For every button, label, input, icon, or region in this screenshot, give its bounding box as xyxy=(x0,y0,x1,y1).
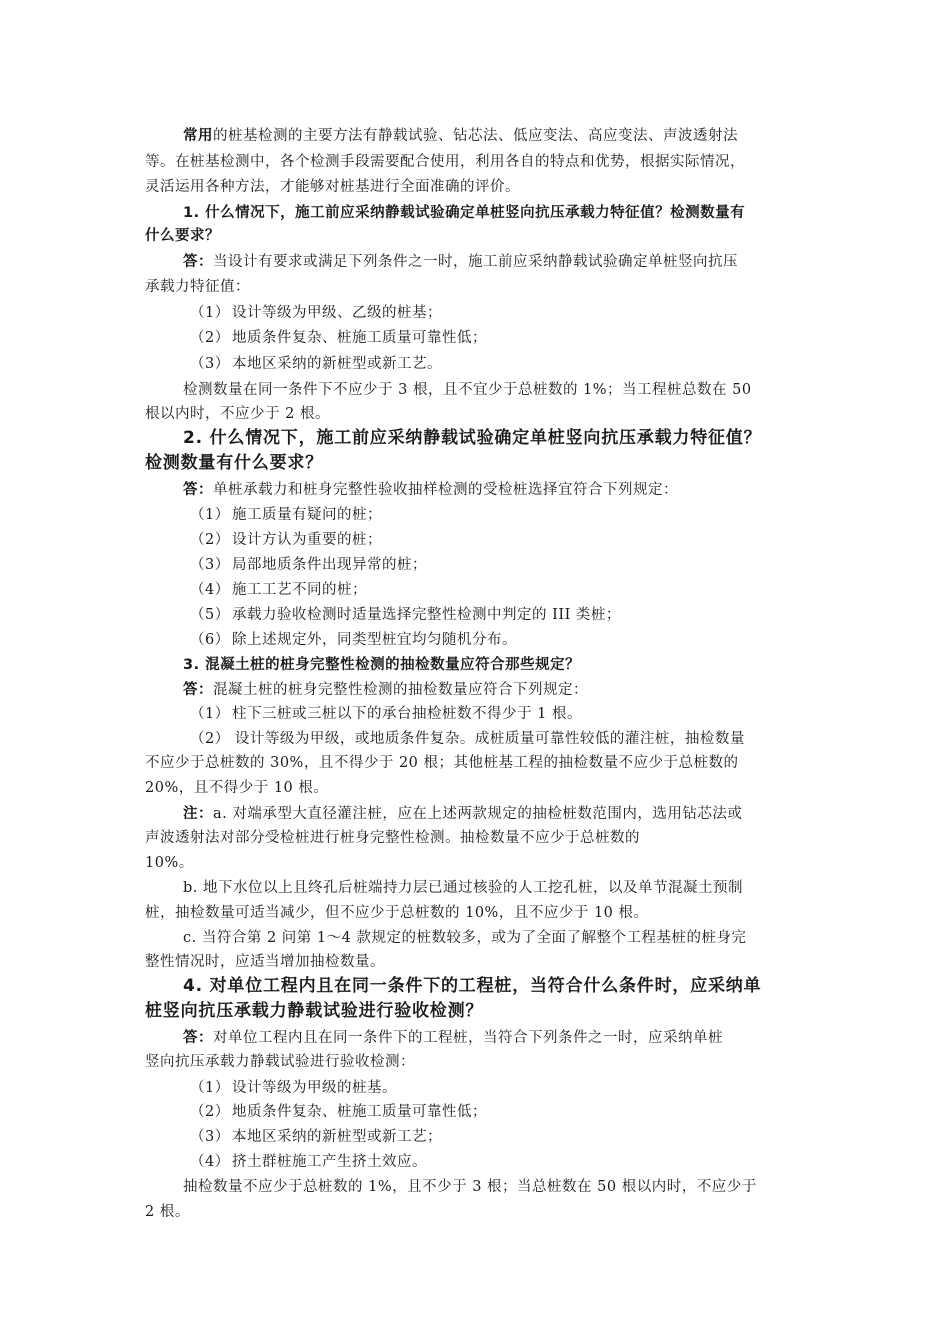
question-1-answer: 答：当设计有要求或满足下列条件之一时，施工前应采纳静载试验确定单桩竖向抗压 xyxy=(183,253,738,270)
question-4-title-cont: 桩竖向抗压承载力静载试验进行验收检测？ xyxy=(145,1001,484,1021)
q2-item-2: （2） 设计方认为重要的桩； xyxy=(190,532,382,548)
q1-item-2: （2） 地质条件复杂、桩施工质量可靠性低； xyxy=(190,330,487,346)
q4-tail-2: 2 根。 xyxy=(145,1204,190,1220)
q3-item-2-cont-2: 20%，且不得少于 10 根。 xyxy=(145,780,329,796)
question-2-answer: 答：单桩承载力和桩身完整性验收抽样检测的受检桩选择宜符合下列规定： xyxy=(183,481,678,498)
intro-line-3: 灵活运用各种方法，才能够对桩基进行全面准确的评价。 xyxy=(145,179,520,195)
q3-note-c: c. 当符合第 2 问第 1～4 款规定的桩数较多，或为了全面了解整个工程基桩的桩身完 xyxy=(183,930,747,946)
q3-note-a-cont-2: 10%。 xyxy=(145,855,194,871)
question-3-title: 3. 混凝土桩的桩身完整性检测的抽检数量应符合那些规定？ xyxy=(183,657,581,673)
question-4-answer-cont: 竖向抗压承载力静载试验进行验收检测： xyxy=(145,1054,415,1070)
q3-item-2: （2） 设计等级为甲级，或地质条件复杂。成桩质量可靠性较低的灌注桩，抽检数量 xyxy=(190,731,745,747)
question-4-title: 4. 对单位工程内且在同一条件下的工程桩，当符合什么条件时，应采纳单 xyxy=(183,976,762,996)
q4-item-3: （3） 本地区采纳的新桩型或新工艺； xyxy=(190,1129,442,1145)
q3-note-c-cont: 整性情况时，应适当增加抽检数量。 xyxy=(145,954,385,970)
q2-item-1: （1） 施工质量有疑问的桩； xyxy=(190,507,382,523)
question-2-title-cont: 检测数量有什么要求？ xyxy=(145,453,323,473)
q3-item-2-cont-1: 不应少于总桩数的 30%，且不得少于 20 根；其他桩基工程的抽检数量不应少于总桩数的 xyxy=(145,755,739,771)
q3-note-b: b. 地下水位以上且终孔后桩端持力层已通过核验的人工挖孔桩，以及单节混凝土预制 xyxy=(183,880,743,896)
question-1-answer-cont: 承载力特征值： xyxy=(145,279,250,295)
question-3-answer: 答：混凝土桩的桩身完整性检测的抽检数量应符合下列规定： xyxy=(183,681,588,698)
q2-item-6: （6） 除上述规定外，同类型桩宜均匀随机分布。 xyxy=(190,632,517,648)
q4-tail-1: 抽检数量不应少于总桩数的 1%，且不少于 3 根；当总桩数在 50 根以内时，不应少于 xyxy=(183,1179,757,1195)
q3-note-a: 注：a. 对端承型大直径灌注桩，应在上述两款规定的抽检桩数范围内，选用钻芯法或 xyxy=(183,805,743,822)
q4-item-2: （2） 地质条件复杂、桩施工质量可靠性低； xyxy=(190,1104,487,1120)
intro-line-1: 常用的桩基检测的主要方法有静载试验、钻芯法、低应变法、高应变法、声波透射法 xyxy=(183,127,738,144)
question-4-answer: 答：对单位工程内且在同一条件下的工程桩，当符合下列条件之一时，应采纳单桩 xyxy=(183,1029,723,1046)
question-2-title: 2. 什么情况下，施工前应采纳静载试验确定单桩竖向抗压承载力特征值？ xyxy=(183,428,762,448)
q3-note-a-cont: 声波透射法对部分受检桩进行桩身完整性检测。抽检数量不应少于总桩数的 xyxy=(145,830,640,846)
q4-item-1: （1） 设计等级为甲级的桩基。 xyxy=(190,1080,397,1096)
question-1-title-cont: 什么要求？ xyxy=(145,228,220,244)
q3-note-b-cont: 桩，抽检数量可适当减少，但不应少于总桩数的 10%，且不应少于 10 根。 xyxy=(145,905,649,921)
q2-item-3: （3） 局部地质条件出现异常的桩； xyxy=(190,557,427,573)
q4-item-4: （4） 挤土群桩施工产生挤土效应。 xyxy=(190,1154,427,1170)
q3-item-1: （1） 柱下三桩或三桩以下的承台抽检桩数不得少于 1 根。 xyxy=(190,706,582,722)
q1-item-3: （3） 本地区采纳的新桩型或新工艺。 xyxy=(190,356,442,372)
intro-line-2: 等。在桩基检测中，各个检测手段需要配合使用，利用各自的特点和优势，根据实际情况， xyxy=(145,154,745,170)
q1-tail-1: 检测数量在同一条件下不应少于 3 根，且不宜少于总桩数的 1%；当工程桩总数在 50 xyxy=(183,382,752,398)
question-1-title: 1. 什么情况下，施工前应采纳静载试验确定单桩竖向抗压承载力特征值？检测数量有 xyxy=(183,205,746,221)
q2-item-4: （4） 施工工艺不同的桩； xyxy=(190,582,367,598)
q2-item-5: （5） 承载力验收检测时适量选择完整性检测中判定的 III 类桩； xyxy=(190,607,621,623)
q1-tail-2: 根以内时，不应少于 2 根。 xyxy=(145,406,330,422)
q1-item-1: （1） 设计等级为甲级、乙级的桩基； xyxy=(190,305,442,321)
